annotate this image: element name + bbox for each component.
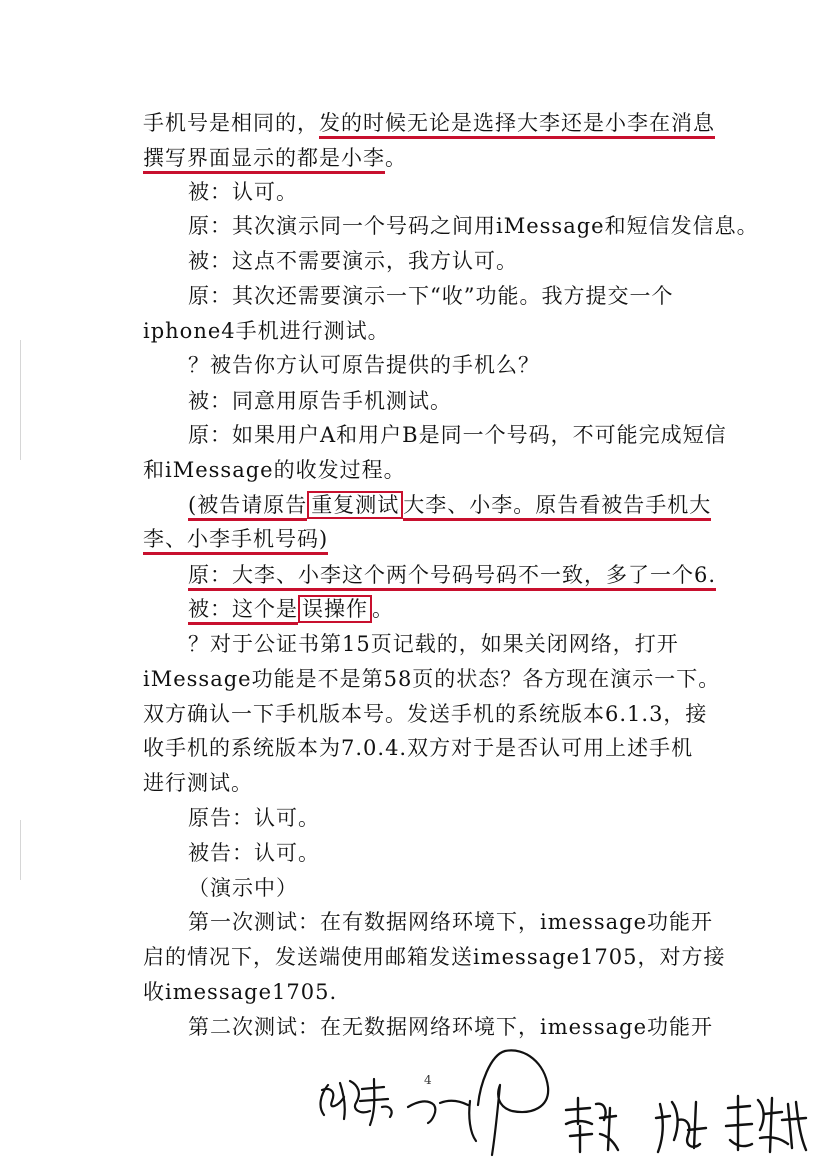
text-line: 第二次测试：在无数据网络环境下，imessage功能开 xyxy=(188,1015,713,1039)
text-line: 收imessage1705. xyxy=(143,980,338,1004)
text-line: 第一次测试：在有数据网络环境下，imessage功能开 xyxy=(188,910,713,934)
boxed-text: 误操作 xyxy=(298,595,372,623)
text-line: 收手机的系统版本为7.0.4.双方对于是否认可用上述手机 xyxy=(143,736,694,760)
text-line: 原告：认可。 xyxy=(188,806,320,830)
boxed-text: 重复测试 xyxy=(307,491,403,519)
text-line: 被：这点不需要演示，我方认可。 xyxy=(188,249,518,273)
text-line xyxy=(143,143,407,175)
text-segment: 。 xyxy=(385,146,407,170)
underlined-text: 撰写界面显示的都是小李 xyxy=(143,146,385,174)
text-line xyxy=(143,108,715,140)
text-line: 被告：认可。 xyxy=(188,841,320,865)
signature-scribble xyxy=(300,1045,570,1160)
underlined-text: 发的时候无论是选择大李还是小李在消息 xyxy=(319,111,715,139)
signature-scribble xyxy=(560,1090,820,1160)
underlined-text: 被：这个是 xyxy=(188,597,298,625)
text-line xyxy=(188,560,716,592)
text-line xyxy=(143,524,328,556)
text-line: 启的情况下，发送端使用邮箱发送imessage1705，对方接 xyxy=(143,945,726,969)
text-line: 进行测试。 xyxy=(143,771,253,795)
text-line: ？被告你方认可原告提供的手机么？ xyxy=(188,353,540,377)
underlined-text: (被告请原告 xyxy=(188,493,307,521)
text-line: 原：其次演示同一个号码之间用iMessage和短信发信息。 xyxy=(188,214,759,238)
text-segment: 。 xyxy=(372,597,394,621)
text-line: 双方确认一下手机版本号。发送手机的系统版本6.1.3，接 xyxy=(143,702,708,726)
underlined-text: 大李、小李。原告看被告手机大 xyxy=(403,493,711,521)
scan-edge-mark xyxy=(20,820,21,880)
text-line: iMessage功能是不是第58页的状态？各方现在演示一下。 xyxy=(143,667,721,691)
scan-edge-mark xyxy=(20,340,21,460)
text-line: 被：同意用原告手机测试。 xyxy=(188,389,452,413)
text-line: 和iMessage的收发过程。 xyxy=(143,458,406,482)
text-segment: 手机号是相同的， xyxy=(143,111,319,135)
text-line: 原：如果用户A和用户B是同一个号码，不可能完成短信 xyxy=(188,423,727,447)
text-line: （演示中） xyxy=(188,876,298,900)
underlined-text: 原：大李、小李这个两个号码号码不一致，多了一个6. xyxy=(188,563,716,591)
text-line: ？对于公证书第15页记载的，如果关闭网络，打开 xyxy=(188,632,679,656)
page-number: 4 xyxy=(424,1073,432,1087)
text-line: iphone4手机进行测试。 xyxy=(143,319,390,343)
text-line xyxy=(188,594,394,626)
underlined-text: 李、小李手机号码) xyxy=(143,527,328,555)
text-line xyxy=(188,490,711,522)
text-line: 原：其次还需要演示一下“收”功能。我方提交一个 xyxy=(188,284,674,308)
text-line: 被：认可。 xyxy=(188,180,298,204)
